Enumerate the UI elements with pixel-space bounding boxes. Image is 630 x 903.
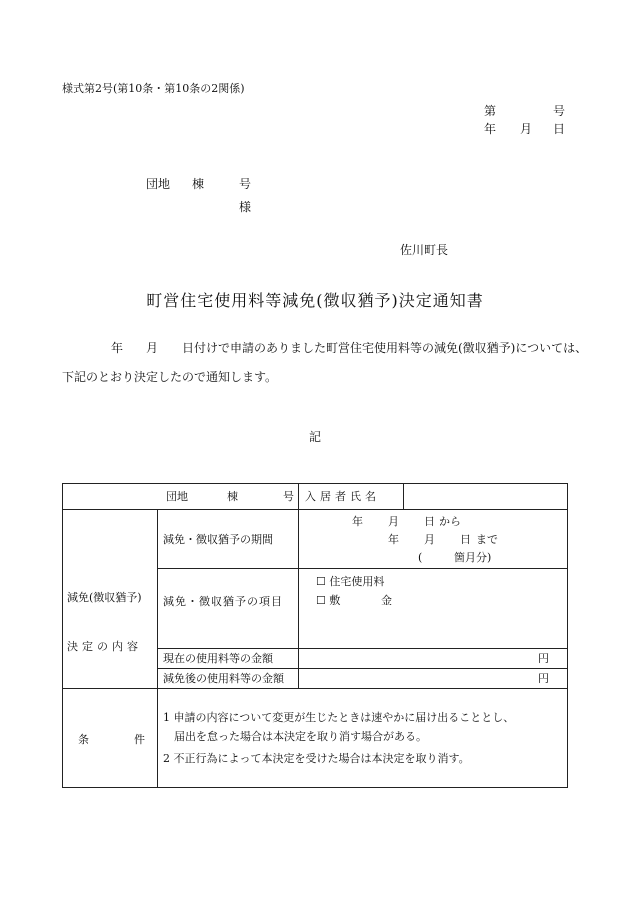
items-label: 減免・徴収猶予の項目	[163, 595, 283, 608]
reduced-amount-unit: 円	[538, 672, 549, 685]
period-to-suffix: まで	[476, 533, 498, 546]
header-go: 号	[283, 490, 294, 503]
header-danchi: 団地	[166, 490, 188, 503]
period-to-nen: 年	[388, 533, 399, 546]
period-label: 減免・徴収猶予の期間	[163, 533, 273, 546]
resident-name-label: 入居者氏名	[305, 490, 380, 503]
body-gatsu: 月	[146, 341, 159, 355]
addressee-mune: 棟	[192, 177, 205, 191]
date-gatsu: 月	[520, 122, 533, 136]
addressee-danchi: 団地	[146, 177, 171, 191]
form-number: 様式第2号(第10条・第10条の2関係)	[62, 82, 245, 95]
period-months-open: (	[418, 551, 423, 564]
group-label-2: 決定の内容	[67, 640, 142, 653]
header-mune: 棟	[227, 490, 238, 503]
conditions-label-a: 条	[78, 733, 89, 746]
condition-1b: 届出を怠った場合は本決定を取り消す場合がある。	[174, 730, 427, 743]
ki-label: 記	[308, 430, 321, 444]
current-amount-label: 現在の使用料等の金額	[163, 652, 273, 665]
period-months-close: 箇月分)	[454, 551, 492, 564]
period-from-gatsu: 月	[388, 515, 399, 528]
body-line2: 下記のとおり決定したので通知します。	[62, 370, 278, 384]
period-from-suffix: から	[439, 515, 461, 528]
doc-number-go: 号	[553, 104, 566, 118]
document-title: 町営住宅使用料等減免(徴収猶予)決定通知書	[146, 291, 484, 310]
period-from-nen: 年	[352, 515, 363, 528]
option-deposit[interactable]: ☐ 敷	[316, 594, 341, 607]
body-nen: 年	[111, 341, 124, 355]
resident-name-value[interactable]	[406, 486, 564, 506]
date-nichi: 日	[553, 122, 566, 136]
period-from-nichi: 日	[424, 515, 435, 528]
reduced-amount-label: 減免後の使用料等の金額	[163, 672, 284, 685]
body-line1: 日付けで申請のありました町営住宅使用料等の減免(徴収猶予)については、	[182, 341, 588, 355]
option-housing-fee[interactable]: ☐ 住宅使用料	[316, 575, 385, 588]
group-label-1: 減免(徴収猶予)	[67, 591, 142, 604]
addressee-sama: 様	[239, 200, 252, 214]
current-amount-unit: 円	[538, 652, 549, 665]
addressee-go: 号	[239, 177, 252, 191]
period-to-gatsu: 月	[424, 533, 435, 546]
option-deposit-end: 金	[381, 594, 392, 607]
issuer: 佐川町長	[400, 243, 449, 257]
doc-number-dai: 第	[484, 104, 497, 118]
condition-2: 2 不正行為によって本決定を受けた場合は本決定を取り消す。	[163, 752, 470, 765]
condition-1a: 1 申請の内容について変更が生じたときは速やかに届け出ることとし、	[163, 711, 515, 724]
date-nen: 年	[484, 122, 497, 136]
period-to-nichi: 日	[460, 533, 471, 546]
conditions-label-b: 件	[134, 733, 145, 746]
